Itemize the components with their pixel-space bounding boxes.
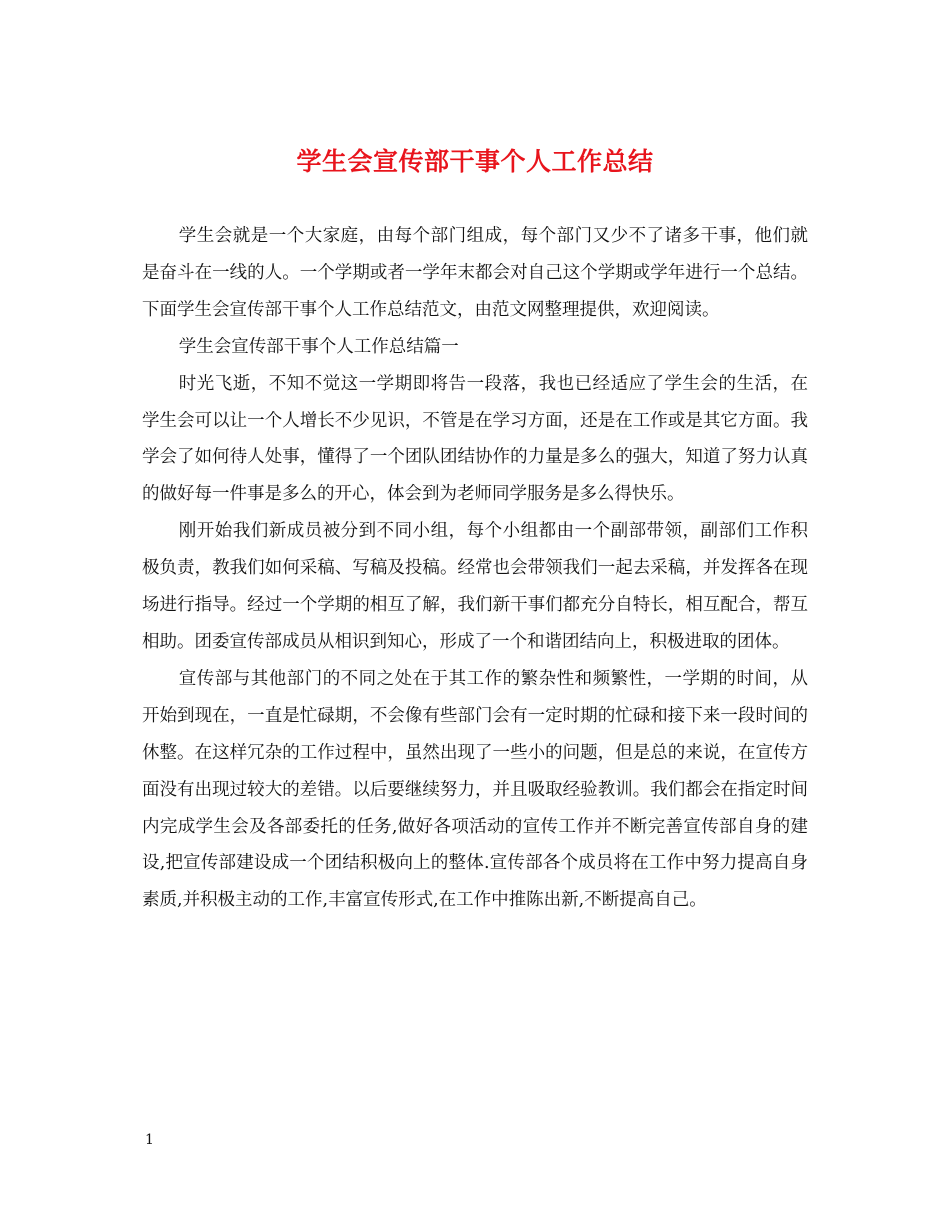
document-body <box>142 218 808 919</box>
paragraph-intro: 学生会就是一个大家庭，由每个部门组成，每个部门又少不了诸多干事，他们就是奋斗在一线的人。一个学期或者一学年末都会对自己这个学期或学年进行一个总结。下面学生会宣传部干事个人工作总结范文，由范文网整理提供，欢迎阅读。 <box>142 226 808 320</box>
document-title: 学生会宣传部干事个人工作总结 <box>296 147 654 176</box>
page-number: 1 <box>145 1132 154 1148</box>
paragraph-reflection: 时光飞逝，不知不觉这一学期即将告一段落，我也已经适应了学生会的生活，在学生会可以让一个人增长不少见识，不管是在学习方面，还是在工作或是其它方面。我学会了如何待人处事，懂得了一个团队团结协作的力量是多么的强大，知道了努力认真的做好每一件事是多么的开心，体会到为老师同学服务是多么得快乐。 <box>142 373 808 505</box>
section-heading: 学生会宣传部干事个人工作总结篇一 <box>178 336 459 357</box>
paragraph-team: 刚开始我们新成员被分到不同小组，每个小组都由一个副部带领，副部们工作积极负责，教我们如何采稿、写稿及投稿。经常也会带领我们一起去采稿，并发挥各在现场进行指导。经过一个学期的相互了解，我们新干事们都充分自特长，相互配合，帮互相助。团委宣传部成员从相识到知心，形成了一个和谐团结向上，积极进取的团体。 <box>142 521 808 652</box>
paragraph-work: 宣传部与其他部门的不同之处在于其工作的繁杂性和频繁性，一学期的时间，从开始到现在，一直是忙碌期，不会像有些部门会有一定时期的忙碌和接下来一段时间的休整。在这样冗杂的工作过程中，虽然出现了一些小的问题，但是总的来说，在宣传方面没有出现过较大的差错。以后要继续努力，并且吸取经验教训。我们都会在指定时间内完成学生会及各部委托的任务,做好各项活动的宣传工作并不断完善宣传部自身的建设,把宣传部建设成一个团结积极向上的整体.宣传部各个成员将在工作中努力提高自身素质,并积极主动的工作,丰富宣传形式,在工作中推陈出新,不断提高自己。 <box>142 668 808 911</box>
